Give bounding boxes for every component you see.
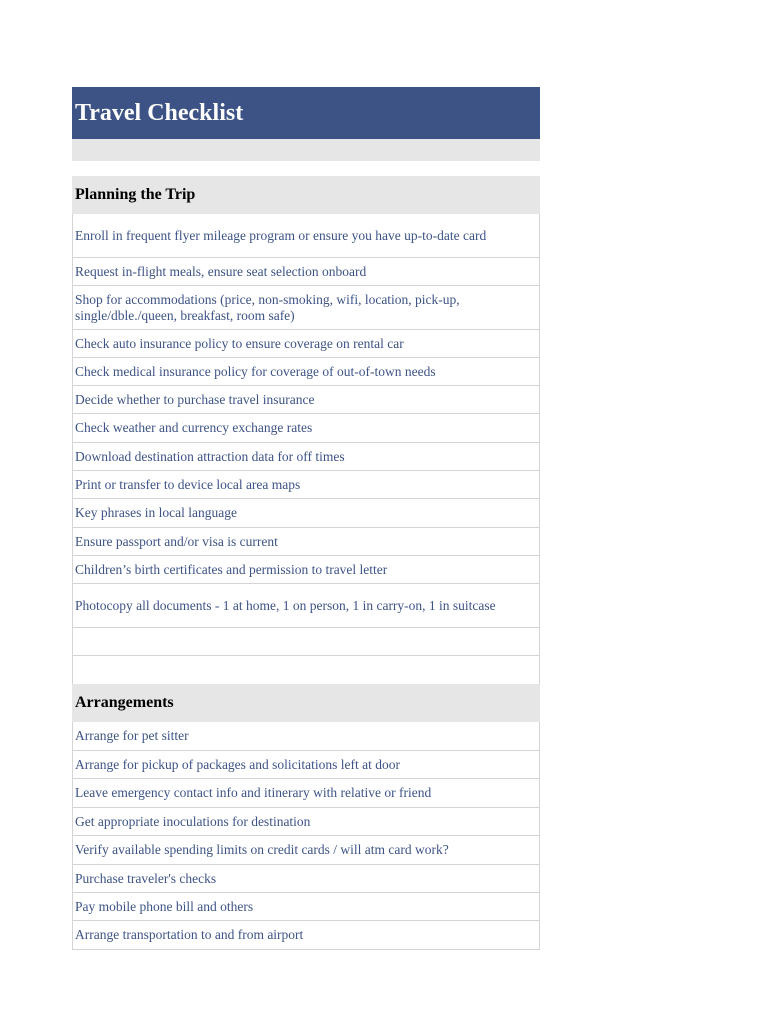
checklist-item [73, 330, 539, 358]
checklist-item-text: Arrange transportation to and from airport [75, 927, 304, 942]
checklist-sheet [72, 87, 540, 950]
checklist-item-text: Shop for accommodations (price, non-smoking, wifi, location, pick-up, single/dble./queen, breakfast, room safe) [75, 291, 460, 323]
checklist-item-text: Arrange for pet sitter [75, 728, 189, 743]
checklist-item [73, 556, 539, 584]
section-header-arrangements: Arrangements [72, 684, 540, 722]
title-underband [72, 139, 540, 161]
checklist-item-text: Ensure passport and/or visa is current [75, 533, 278, 549]
checklist-item [73, 921, 539, 950]
checklist-item-empty [73, 628, 539, 656]
planning-items-list [72, 214, 540, 684]
checklist-item-text: Check auto insurance policy to ensure coverage on rental car [75, 335, 404, 351]
checklist-item-text: Key phrases in local language [75, 505, 237, 520]
checklist-item [73, 258, 539, 286]
checklist-item [73, 386, 539, 414]
checklist-item [73, 751, 539, 779]
checklist-item-text: Purchase traveler's checks [75, 870, 217, 886]
checklist-item-text: Enroll in frequent flyer mileage program or ensure you have up-to-date card [75, 227, 487, 243]
checklist-item-text: Download destination attraction data for off times [75, 448, 345, 464]
checklist-item [73, 443, 539, 471]
section-header-planning: Planning the Trip [72, 176, 540, 214]
checklist-item [73, 358, 539, 386]
checklist-item [73, 584, 539, 628]
checklist-item-text: Check medical insurance policy for coverage of out-of-town needs [75, 363, 436, 379]
page-title: Travel Checklist [72, 87, 540, 139]
checklist-item [73, 865, 539, 893]
checklist-item-text: Verify available spending limits on credit cards / will atm card work? [75, 842, 449, 857]
checklist-item-text: Decide whether to purchase travel insurance [75, 391, 315, 407]
checklist-item-text: Request in-flight meals, ensure seat selection onboard [75, 263, 367, 279]
checklist-item [73, 471, 539, 499]
checklist-item [73, 808, 539, 836]
checklist-item-text: Photocopy all documents - 1 at home, 1 on person, 1 in carry-on, 1 in suitcase [75, 597, 496, 613]
checklist-item-text: Get appropriate inoculations for destination [75, 813, 311, 829]
arrangements-items-list [72, 722, 540, 950]
checklist-item-text: Leave emergency contact info and itinerary with relative or friend [75, 785, 432, 800]
checklist-item [73, 779, 539, 808]
checklist-item-text: Children’s birth certificates and permission to travel letter [75, 561, 388, 577]
checklist-item-text: Pay mobile phone bill and others [75, 898, 254, 914]
checklist-item [73, 836, 539, 865]
checklist-item-text: Check weather and currency exchange rates [75, 420, 313, 435]
checklist-item-text: Print or transfer to device local area maps [75, 476, 301, 492]
checklist-item [73, 893, 539, 921]
checklist-item [73, 214, 539, 258]
section-spacer [72, 161, 540, 176]
checklist-item [73, 414, 539, 443]
checklist-item-empty [73, 656, 539, 684]
checklist-item [73, 722, 539, 751]
checklist-item-text: Arrange for pickup of packages and solicitations left at door [75, 756, 401, 772]
checklist-item [73, 528, 539, 556]
checklist-item [73, 499, 539, 528]
checklist-item [73, 286, 539, 330]
